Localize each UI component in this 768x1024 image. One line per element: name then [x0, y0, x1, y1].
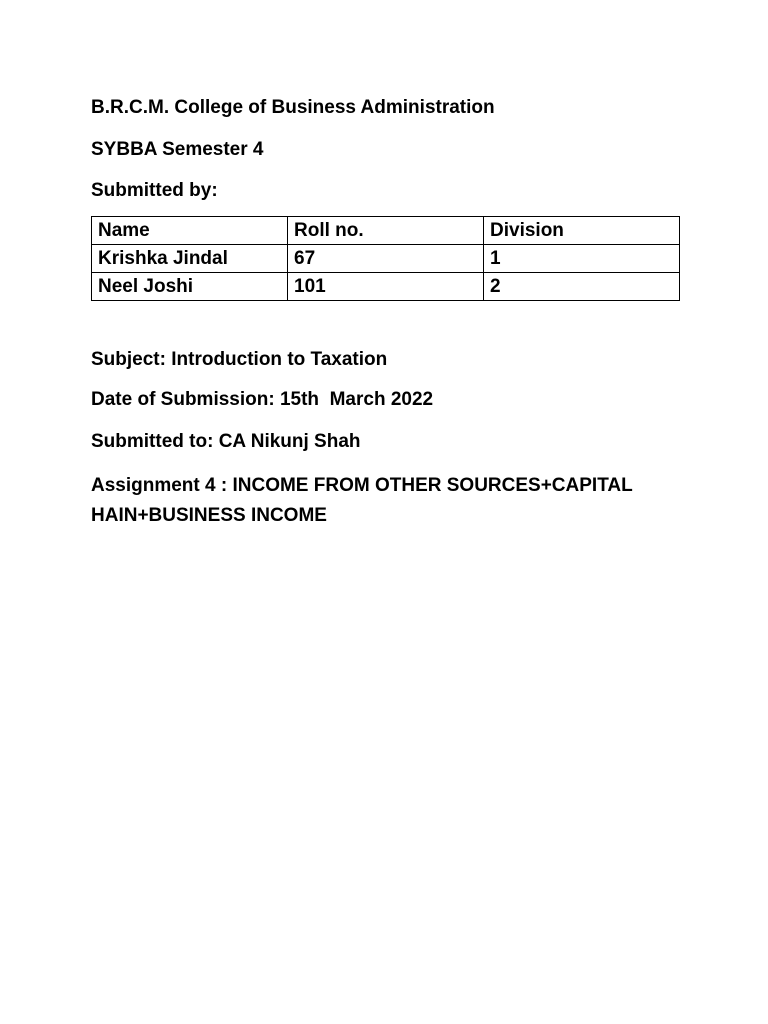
student-name-cell: Neel Joshi	[92, 273, 288, 301]
table-row	[92, 245, 680, 273]
assignment-title-line-2: HAIN+BUSINESS INCOME	[91, 505, 327, 526]
roll-no-cell: 67	[288, 245, 484, 273]
assignment-title-line-1: Assignment 4 : INCOME FROM OTHER SOURCES+CAPITAL	[91, 475, 633, 496]
submission-date-line	[91, 388, 433, 412]
submission-date-text: Date of Submission: 15th March 2022	[91, 389, 434, 410]
subject-line: Subject: Introduction to Taxation	[91, 349, 388, 370]
assignment-title	[91, 471, 633, 531]
table-row	[92, 273, 680, 301]
division-cell: 2	[484, 273, 680, 301]
students-table	[91, 216, 680, 301]
submitted-by-label: Submitted by:	[91, 180, 218, 201]
student-name-cell: Krishka Jindal	[92, 245, 288, 273]
column-header-name: Name	[92, 217, 288, 245]
division-cell: 1	[484, 245, 680, 273]
roll-no-cell: 101	[288, 273, 484, 301]
semester-label: SYBBA Semester 4	[91, 139, 264, 160]
college-name: B.R.C.M. College of Business Administration	[91, 97, 495, 118]
column-header-division: Division	[484, 217, 680, 245]
submitted-to-line: Submitted to: CA Nikunj Shah	[91, 431, 361, 452]
table-header-row	[92, 217, 680, 245]
column-header-roll-no: Roll no.	[288, 217, 484, 245]
